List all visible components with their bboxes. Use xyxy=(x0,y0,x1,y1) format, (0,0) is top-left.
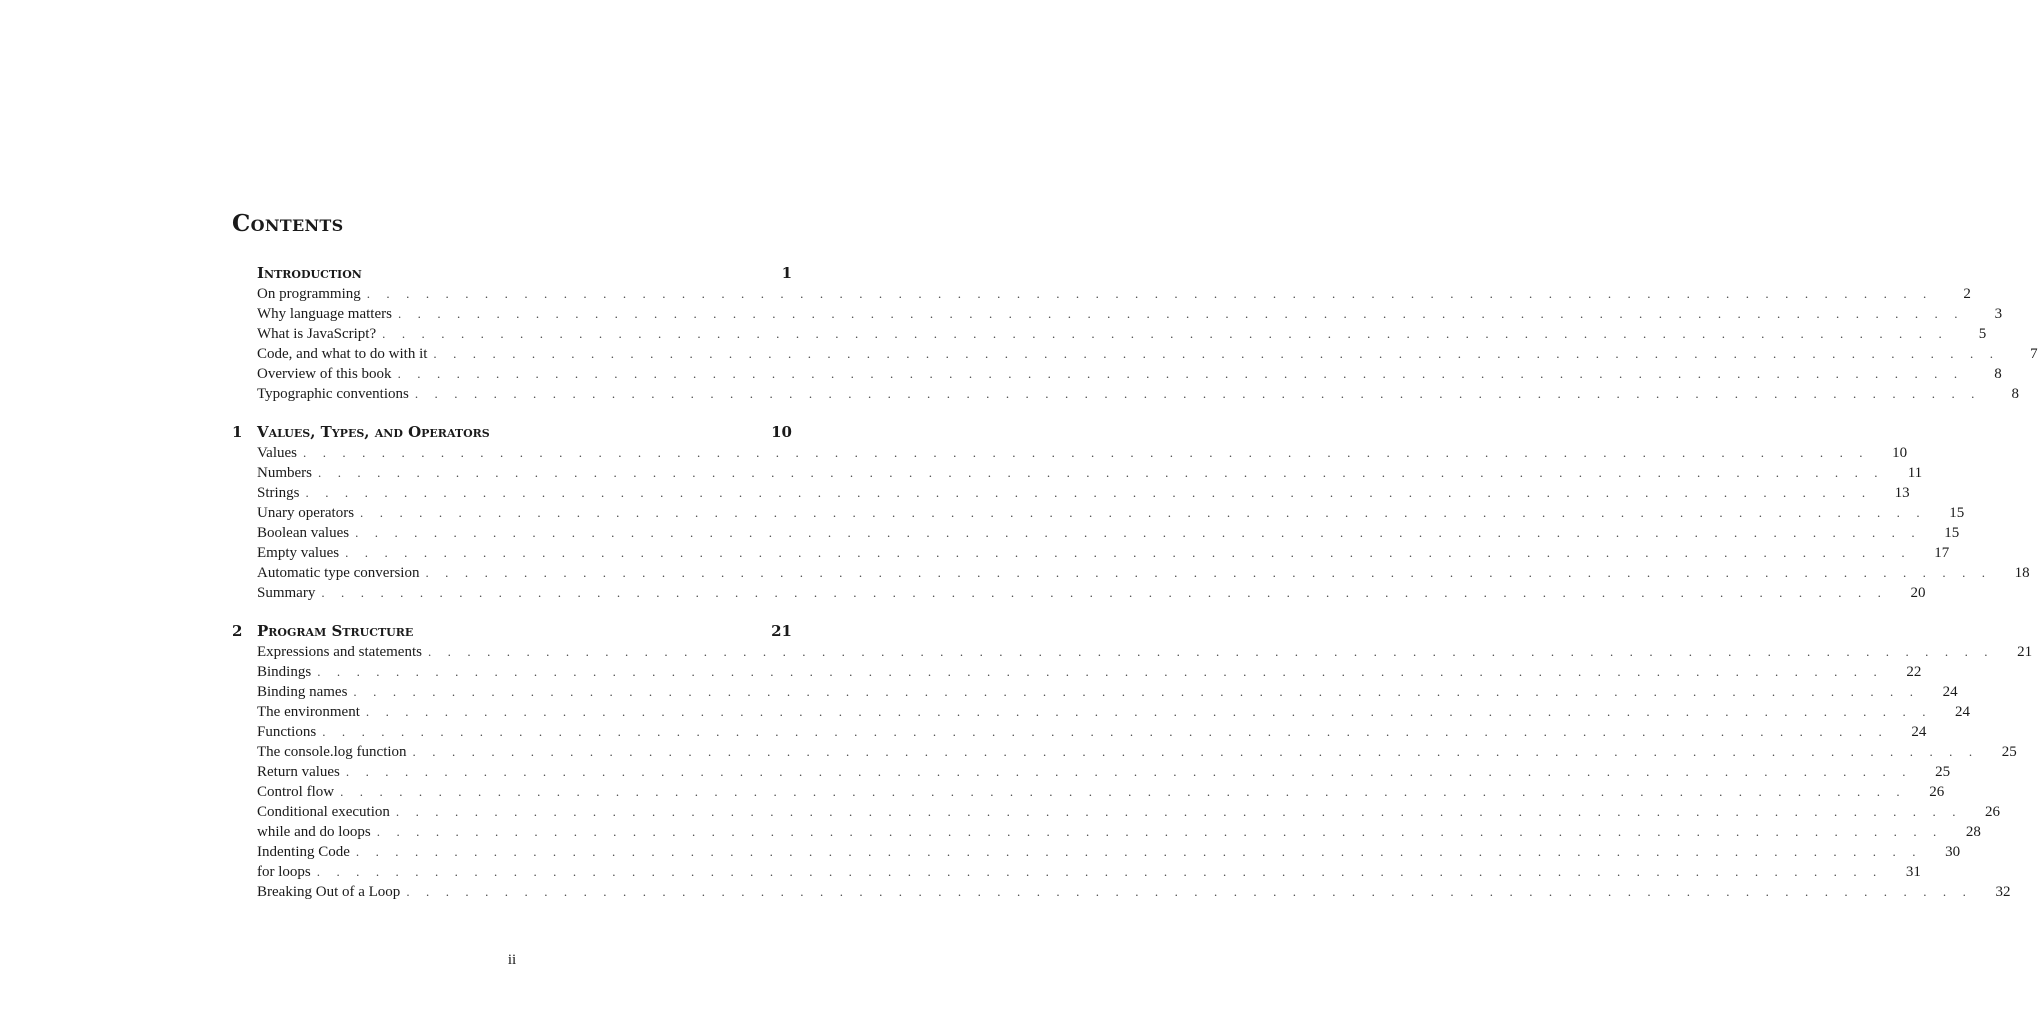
toc-chapter xyxy=(232,264,2038,406)
toc-entry-title: Why language matters xyxy=(257,306,392,322)
chapter-title: Values, Types, and Operators xyxy=(257,423,490,441)
toc-entry[interactable] xyxy=(232,505,1965,525)
toc-entry[interactable] xyxy=(232,764,1951,784)
toc-entry-page-number: 11 xyxy=(1907,465,1923,481)
toc-entry-page-number: 25 xyxy=(1935,764,1951,780)
toc-entry[interactable] xyxy=(232,485,1910,505)
toc-entry-page-number: 28 xyxy=(1965,824,1981,840)
toc-entry[interactable] xyxy=(232,724,1927,744)
dot-leader: . . . . . . . . . . . . . . . . . . . . . . . . . . . . . . . . . . . . . . . . . . . . . . . . . . . . . . . . . . . . . . . . . . . . . . . . . . . . . . . . xyxy=(425,565,1992,580)
toc-entry[interactable] xyxy=(232,306,2003,326)
toc-entry[interactable] xyxy=(232,386,2019,406)
toc-entry[interactable] xyxy=(232,844,1961,864)
dot-leader: . . . . . . . . . . . . . . . . . . . . . . . . . . . . . . . . . . . . . . . . . . . . . . . . . . . . . . . . . . . . . . . . . . . . . . . . . . . . . . . . xyxy=(427,644,1995,659)
dot-leader: . . . . . . . . . . . . . . . . . . . . . . . . . . . . . . . . . . . . . . . . . . . . . . . . . . . . . . . . . . . . . . . . . . . . . . . . . . . . . . . . xyxy=(433,346,2000,361)
toc-entry-title: Automatic type conversion xyxy=(257,565,420,581)
dot-leader: . . . . . . . . . . . . . . . . . . . . . . . . . . . . . . . . . . . . . . . . . . . . . . . . . . . . . . . . . . . . . . . . . . . . . . . . . . . . . . . . xyxy=(322,724,1889,739)
dot-leader: . . . . . . . . . . . . . . . . . . . . . . . . . . . . . . . . . . . . . . . . . . . . . . . . . . . . . . . . . . . . . . . . . . . . . . . . . . . . . . . . xyxy=(316,864,1883,879)
toc-entry-title: On programming xyxy=(257,286,361,302)
dot-leader: . . . . . . . . . . . . . . . . . . . . . . . . . . . . . . . . . . . . . . . . . . . . . . . . . . . . . . . . . . . . . . . . . . . . . . . . . . . . . . . . xyxy=(318,465,1885,480)
toc-entry-page-number: 10 xyxy=(1892,445,1908,461)
dot-leader: . . . . . . . . . . . . . . . . . . . . . . . . . . . . . . . . . . . . . . . . . . . . . . . . . . . . . . . . . . . . . . . . . . . . . . . . . . . . . . . . xyxy=(340,784,1907,799)
toc-entry[interactable] xyxy=(232,644,2033,664)
toc-entry[interactable] xyxy=(232,704,1971,724)
dot-leader: . . . . . . . . . . . . . . . . . . . . . . . . . . . . . . . . . . . . . . . . . . . . . . . . . . . . . . . . . . . . . . . . . . . . . . . . . . . . . . . . xyxy=(397,366,1964,381)
dot-leader: . . . . . . . . . . . . . . . . . . . . . . . . . . . . . . . . . . . . . . . . . . . . . . . . . . . . . . . . . . . . . . . . . . . . . . . . . . . . . . . . xyxy=(303,445,1870,460)
chapter-number: 1 xyxy=(232,423,243,441)
toc-entry-page-number: 31 xyxy=(1905,864,1921,880)
chapter-page-number: 21 xyxy=(771,622,792,640)
toc-entry-title: Typographic conventions xyxy=(257,386,409,402)
chapter-page-number: 1 xyxy=(781,264,792,282)
toc-entry[interactable] xyxy=(232,326,1987,346)
toc-entry[interactable] xyxy=(232,864,1921,884)
toc-entry-page-number: 7 xyxy=(2030,346,2038,362)
chapter-number: 2 xyxy=(232,622,243,640)
toc-entry-page-number: 8 xyxy=(2011,386,2019,402)
toc-entry-title: Conditional execution xyxy=(257,804,390,820)
toc-entry[interactable] xyxy=(232,346,2038,366)
toc-entry-title: Breaking Out of a Loop xyxy=(257,884,401,900)
toc-entry[interactable] xyxy=(232,684,1958,704)
chapter-title: Program Structure xyxy=(257,622,414,640)
dot-leader: . . . . . . . . . . . . . . . . . . . . . . . . . . . . . . . . . . . . . . . . . . . . . . . . . . . . . . . . . . . . . . . . . . . . . . . . . . . . . . . . xyxy=(414,386,1981,401)
chapter-heading[interactable] xyxy=(232,622,792,644)
toc-entry-title: Control flow xyxy=(257,784,335,800)
toc-entry-title: Strings xyxy=(257,485,300,501)
toc-entry[interactable] xyxy=(232,366,2002,386)
dot-leader: . . . . . . . . . . . . . . . . . . . . . . . . . . . . . . . . . . . . . . . . . . . . . . . . . . . . . . . . . . . . . . . . . . . . . . . . . . . . . . . . xyxy=(406,884,1973,899)
toc-entry-title: Values xyxy=(257,445,297,461)
toc-entry[interactable] xyxy=(232,784,1945,804)
toc-chapter xyxy=(232,622,2033,904)
chapter-page-number: 10 xyxy=(771,423,792,441)
toc-entry-title: Return values xyxy=(257,764,340,780)
dot-leader: . . . . . . . . . . . . . . . . . . . . . . . . . . . . . . . . . . . . . . . . . . . . . . . . . . . . . . . . . . . . . . . . . . . . . . . . . . . . . . . . xyxy=(382,326,1949,341)
toc-entry[interactable] xyxy=(232,824,1981,844)
dot-leader: . . . . . . . . . . . . . . . . . . . . . . . . . . . . . . . . . . . . . . . . . . . . . . . . . . . . . . . . . . . . . . . . . . . . . . . . . . . . . . . . xyxy=(345,764,1913,779)
page-title: Contents xyxy=(232,210,344,237)
toc-entry[interactable] xyxy=(232,465,1923,485)
toc-entry-page-number: 24 xyxy=(1955,704,1971,720)
dot-leader: . . . . . . . . . . . . . . . . . . . . . . . . . . . . . . . . . . . . . . . . . . . . . . . . . . . . . . . . . . . . . . . . . . . . . . . . . . . . . . . . xyxy=(317,664,1884,679)
toc-entry[interactable] xyxy=(232,804,2001,824)
dot-leader: . . . . . . . . . . . . . . . . . . . . . . . . . . . . . . . . . . . . . . . . . . . . . . . . . . . . . . . . . . . . . . . . . . . . . . . . . . . . . . . . xyxy=(321,585,1888,600)
dot-leader: . . . . . . . . . . . . . . . . . . . . . . . . . . . . . . . . . . . . . . . . . . . . . . . . . . . . . . . . . . . . . . . . . . . . . . . . . . . . . . . . xyxy=(397,306,1965,321)
toc-entry-title: Code, and what to do with it xyxy=(257,346,428,362)
toc-entry-page-number: 18 xyxy=(2014,565,2030,581)
toc-entry-page-number: 13 xyxy=(1894,485,1910,501)
toc-entry-title: Unary operators xyxy=(257,505,355,521)
toc-entry-page-number: 3 xyxy=(1994,306,2003,322)
toc-entry[interactable] xyxy=(232,445,1908,465)
toc-entry[interactable] xyxy=(232,286,1971,306)
dot-leader: . . . . . . . . . . . . . . . . . . . . . . . . . . . . . . . . . . . . . . . . . . . . . . . . . . . . . . . . . . . . . . . . . . . . . . . . . . . . . . . . xyxy=(353,684,1920,699)
toc-entry-page-number: 2 xyxy=(1963,286,1971,302)
toc-entry[interactable] xyxy=(232,565,2030,585)
toc-entry-page-number: 22 xyxy=(1906,664,1922,680)
toc-entry-page-number: 26 xyxy=(1929,784,1945,800)
toc-entry-title: Summary xyxy=(257,585,316,601)
toc-entry-title: Indenting Code xyxy=(257,844,350,860)
toc-entry[interactable] xyxy=(232,664,1922,684)
toc-entry-title: Bindings xyxy=(257,664,312,680)
toc-entry-title: while and do loops xyxy=(257,824,371,840)
toc-entry[interactable] xyxy=(232,545,1950,565)
toc-entry-page-number: 5 xyxy=(1978,326,1987,342)
toc-entry-title: Numbers xyxy=(257,465,312,481)
toc-entry-title: The console.log function xyxy=(257,744,407,760)
toc-entry[interactable] xyxy=(232,884,2011,904)
toc-entry-title: Expressions and statements xyxy=(257,644,422,660)
toc-entry-title: Boolean values xyxy=(257,525,350,541)
dot-leader: . . . . . . . . . . . . . . . . . . . . . . . . . . . . . . . . . . . . . . . . . . . . . . . . . . . . . . . . . . . . . . . . . . . . . . . . . . . . . . . . xyxy=(355,525,1922,540)
toc-entry-page-number: 25 xyxy=(2001,744,2017,760)
toc-entry-page-number: 24 xyxy=(1942,684,1958,700)
toc-entry[interactable] xyxy=(232,525,1960,545)
toc-entry-page-number: 30 xyxy=(1945,844,1961,860)
chapter-heading[interactable] xyxy=(232,423,792,445)
toc-entry[interactable] xyxy=(232,744,2017,764)
toc-entry-page-number: 21 xyxy=(2017,644,2033,660)
toc-entry-title: for loops xyxy=(257,864,311,880)
dot-leader: . . . . . . . . . . . . . . . . . . . . . . . . . . . . . . . . . . . . . . . . . . . . . . . . . . . . . . . . . . . . . . . . . . . . . . . . . . . . . . . . xyxy=(345,545,1912,560)
dot-leader: . . . . . . . . . . . . . . . . . . . . . . . . . . . . . . . . . . . . . . . . . . . . . . . . . . . . . . . . . . . . . . . . . . . . . . . . . . . . . . . . xyxy=(365,704,1933,719)
toc-entry-page-number: 26 xyxy=(1985,804,2001,820)
toc-entry-title: The environment xyxy=(257,704,360,720)
table-of-contents xyxy=(232,264,2038,921)
toc-entry-page-number: 15 xyxy=(1944,525,1960,541)
toc-entry-title: What is JavaScript? xyxy=(257,326,377,342)
toc-chapter xyxy=(232,423,2030,605)
dot-leader: . . . . . . . . . . . . . . . . . . . . . . . . . . . . . . . . . . . . . . . . . . . . . . . . . . . . . . . . . . . . . . . . . . . . . . . . . . . . . . . . xyxy=(395,804,1963,819)
toc-entry-page-number: 32 xyxy=(1995,884,2011,900)
dot-leader: . . . . . . . . . . . . . . . . . . . . . . . . . . . . . . . . . . . . . . . . . . . . . . . . . . . . . . . . . . . . . . . . . . . . . . . . . . . . . . . . xyxy=(355,844,1923,859)
dot-leader: . . . . . . . . . . . . . . . . . . . . . . . . . . . . . . . . . . . . . . . . . . . . . . . . . . . . . . . . . . . . . . . . . . . . . . . . . . . . . . . . xyxy=(412,744,1979,759)
dot-leader: . . . . . . . . . . . . . . . . . . . . . . . . . . . . . . . . . . . . . . . . . . . . . . . . . . . . . . . . . . . . . . . . . . . . . . . . . . . . . . . . xyxy=(376,824,1943,839)
toc-entry[interactable] xyxy=(232,585,1926,605)
toc-entry-page-number: 20 xyxy=(1910,585,1926,601)
toc-entry-page-number: 24 xyxy=(1911,724,1927,740)
dot-leader: . . . . . . . . . . . . . . . . . . . . . . . . . . . . . . . . . . . . . . . . . . . . . . . . . . . . . . . . . . . . . . . . . . . . . . . . . . . . . . . . xyxy=(360,505,1927,520)
dot-leader: . . . . . . . . . . . . . . . . . . . . . . . . . . . . . . . . . . . . . . . . . . . . . . . . . . . . . . . . . . . . . . . . . . . . . . . . . . . . . . . . xyxy=(366,286,1933,301)
toc-entry-title: Empty values xyxy=(257,545,340,561)
toc-entry-page-number: 17 xyxy=(1934,545,1950,561)
toc-entry-title: Binding names xyxy=(257,684,348,700)
toc-entry-title: Overview of this book xyxy=(257,366,392,382)
chapter-title: Introduction xyxy=(257,264,362,282)
toc-entry-page-number: 15 xyxy=(1949,505,1965,521)
chapter-heading[interactable] xyxy=(232,264,792,286)
toc-entry-title: Functions xyxy=(257,724,317,740)
page-number: ii xyxy=(507,952,517,968)
dot-leader: . . . . . . . . . . . . . . . . . . . . . . . . . . . . . . . . . . . . . . . . . . . . . . . . . . . . . . . . . . . . . . . . . . . . . . . . . . . . . . . . xyxy=(305,485,1872,500)
toc-entry-page-number: 8 xyxy=(1994,366,2002,382)
